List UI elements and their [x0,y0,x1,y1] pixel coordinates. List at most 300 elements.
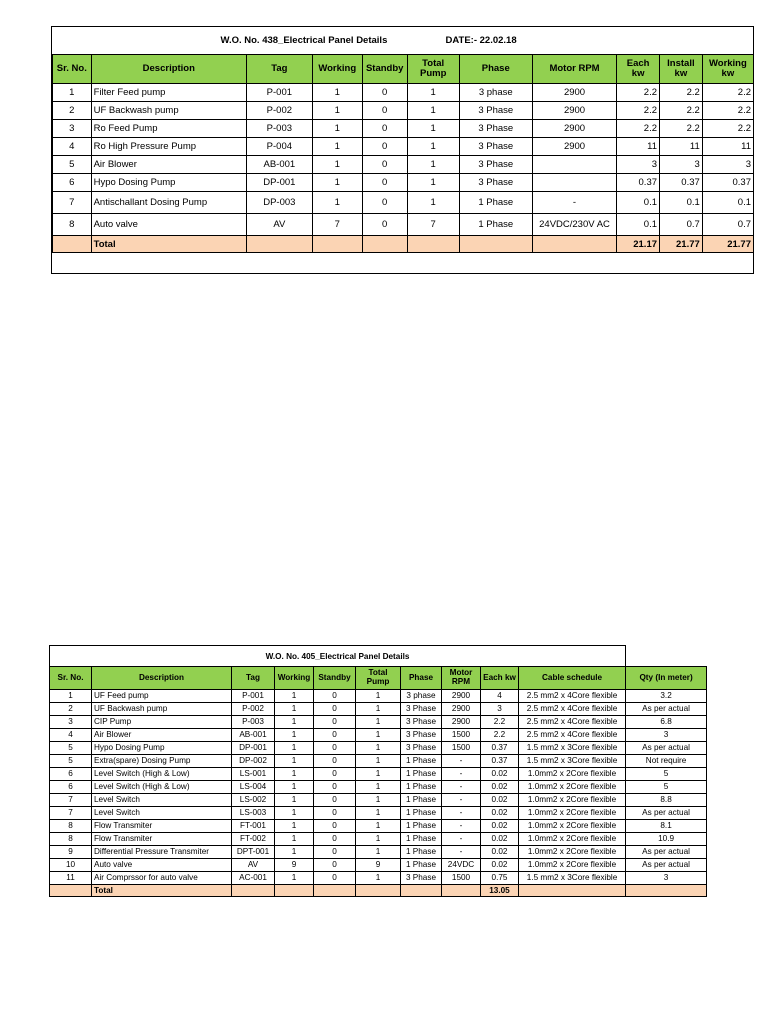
table2-cell: UF Feed pump [92,690,232,703]
table1-cell: 0 [362,174,407,192]
table1-header-cell: Description [91,55,246,84]
table1-cell: 5 [53,156,92,174]
table2-header-cell: Each kw [481,667,519,690]
table1-cell: 0 [362,214,407,236]
table1-header-row [53,55,754,84]
table2-cell: P-003 [232,716,275,729]
electrical-panel-table-438 [52,27,754,271]
table2-header-cell: Total Pump [356,667,401,690]
table2-cell: As per actual [626,807,707,820]
table-row [53,174,754,192]
table2-cell: 0 [314,755,356,768]
table2-cell: 1 [275,807,314,820]
table2-cell: 10 [50,859,92,872]
table2-cell: 4 [50,729,92,742]
table1-cell: AV [247,214,313,236]
table2-cell: 0.02 [481,807,519,820]
table2-title: W.O. No. 405_Electrical Panel Details [265,651,410,661]
table1-cell: 0 [362,84,407,102]
table1-cell: 7 [407,214,459,236]
table2-cell: FT-002 [232,833,275,846]
table2-cell: 1 [275,820,314,833]
table2-cell: 1.0mm2 x 2Core flexible [519,781,626,794]
table2-header-cell: Working [275,667,314,690]
table1-total-working-kw: 21.77 [702,236,753,253]
table2-cell: Air Comprssor for auto valve [92,872,232,885]
table2-cell: 0.75 [481,872,519,885]
table2-cell: 1 [356,846,401,859]
table2-cell: 0 [314,807,356,820]
table2-cell: 1 Phase [401,833,442,846]
table1-cell: 2.2 [660,120,703,138]
table1-cell: 1 [312,192,362,214]
table2-cell: 1 [275,768,314,781]
table1-cell: DP-003 [247,192,313,214]
table1-cell: 2900 [532,120,616,138]
table1-cell: 2.2 [617,84,660,102]
table1-cell: 2900 [532,138,616,156]
table2-cell: P-001 [232,690,275,703]
table1-title: W.O. No. 438_Electrical Panel Details [220,35,388,46]
table2-cell: 1 [356,794,401,807]
table2-cell: 2900 [442,703,481,716]
table1-cell: 11 [660,138,703,156]
table2-cell: 0 [314,820,356,833]
table2-cell: 3 Phase [401,703,442,716]
table2-cell: As per actual [626,703,707,716]
table1-cell: 2.2 [660,102,703,120]
table-row [53,156,754,174]
table2-cell: 1 [356,703,401,716]
table2-cell: 3 Phase [401,742,442,755]
table2-cell: 1.5 mm2 x 3Core flexible [519,755,626,768]
table1-cell: 3 Phase [459,156,532,174]
table1-cell: 1 [312,138,362,156]
table-row [50,859,707,872]
table1-cell: DP-001 [247,174,313,192]
table1-cell: 4 [53,138,92,156]
table1-cell: P-003 [247,120,313,138]
table2-cell: AB-001 [232,729,275,742]
table1-cell: 24VDC/230V AC [532,214,616,236]
table2-cell: 9 [275,859,314,872]
table2-cell: 1.0mm2 x 2Core flexible [519,846,626,859]
table2-cell: 1.5 mm2 x 3Core flexible [519,742,626,755]
table1-cell: 1 [312,84,362,102]
table2-cell: 0 [314,846,356,859]
table1-header-cell: Total Pump [407,55,459,84]
table2-cell: LS-002 [232,794,275,807]
table-row [53,120,754,138]
table2-cell: 1 [356,690,401,703]
table2-cell: 3 [481,703,519,716]
table2-cell: 3 Phase [401,872,442,885]
table2-cell: 3.2 [626,690,707,703]
table2-cell: 5 [626,781,707,794]
table2-cell: FT-001 [232,820,275,833]
table-row [50,690,707,703]
table2-cell: 0 [314,716,356,729]
table2-cell: 0.37 [481,755,519,768]
table1-cell: 0.1 [617,214,660,236]
table2-cell: 3 [50,716,92,729]
table-row [50,872,707,885]
table2-cell: 1.0mm2 x 2Core flexible [519,794,626,807]
table2-cell: 8 [50,833,92,846]
table2-cell: 1 [356,755,401,768]
table1-cell: AB-001 [247,156,313,174]
table2-cell: Air Blower [92,729,232,742]
table1-cell: 0.37 [702,174,753,192]
table1-cell: 1 [407,84,459,102]
table2-cell: 1 [275,794,314,807]
table2-cell: 3 Phase [401,716,442,729]
table2-cell: 8.1 [626,820,707,833]
table1-cell: 0 [362,138,407,156]
table1-cell: 0.1 [617,192,660,214]
table1-cell: 1 [312,120,362,138]
table1-header-cell: Tag [247,55,313,84]
table2-cell: 9 [356,859,401,872]
table2-cell: As per actual [626,859,707,872]
table2-header-cell: Sr. No. [50,667,92,690]
table-row [50,729,707,742]
table2-cell: DP-002 [232,755,275,768]
table2-cell: 1 [356,716,401,729]
table2-cell: P-002 [232,703,275,716]
table2-header-cell: Tag [232,667,275,690]
table2-cell: - [442,846,481,859]
table2-cell: 1 [275,690,314,703]
table-row [50,716,707,729]
table-row [50,781,707,794]
table-row [50,703,707,716]
table1-cell: 2.2 [702,102,753,120]
table1-cell: 3 Phase [459,120,532,138]
table2-cell: 0.02 [481,781,519,794]
table2-cell: 2.5 mm2 x 4Core flexible [519,703,626,716]
table2-cell: 1 [275,846,314,859]
table2-cell: 1500 [442,742,481,755]
table1-cell: - [532,192,616,214]
table1-cell: 1 [407,120,459,138]
table2-cell: 5 [50,742,92,755]
table2-cell: 1 Phase [401,768,442,781]
table1-cell: 1 Phase [459,214,532,236]
table2-cell: 6 [50,781,92,794]
table2-cell: 0 [314,859,356,872]
table2-cell: AC-001 [232,872,275,885]
table1-header-cell: Phase [459,55,532,84]
table-row [50,807,707,820]
table1-total-each-kw: 21.17 [617,236,660,253]
table2-cell: 0.02 [481,768,519,781]
table2-cell: 3 phase [401,690,442,703]
table1-cell: 1 [407,192,459,214]
table2-cell: 1 [275,742,314,755]
table1-cell: 3 [660,156,703,174]
table-row [53,102,754,120]
table-row [50,833,707,846]
table1-header-cell: Standby [362,55,407,84]
table2-cell: - [442,794,481,807]
table2-cell: 1 [275,755,314,768]
table1-cell: 3 Phase [459,174,532,192]
table2-cell: 2900 [442,716,481,729]
table-row [50,846,707,859]
table1-header-cell: Working kw [702,55,753,84]
table2-cell: 1 [356,833,401,846]
table2-cell: 10.9 [626,833,707,846]
table1-cell: 11 [617,138,660,156]
table2-cell: 3 [626,729,707,742]
table2-cell: 2.2 [481,716,519,729]
table1-cell: 7 [312,214,362,236]
table2-cell: 1 [275,781,314,794]
table2-cell: 1 Phase [401,859,442,872]
table2-header-cell: Standby [314,667,356,690]
table2-cell: 2.5 mm2 x 4Core flexible [519,690,626,703]
table2-cell: 1 [356,742,401,755]
table-row [53,192,754,214]
table2-cell: 2.5 mm2 x 4Core flexible [519,729,626,742]
table1-header-cell: Install kw [660,55,703,84]
table2-cell: Level Switch (High & Low) [92,781,232,794]
table2-cell: 1 Phase [401,820,442,833]
table1-cell: 0 [362,120,407,138]
table2-cell: Extra(spare) Dosing Pump [92,755,232,768]
table1-cell: 2.2 [617,102,660,120]
table2-header-cell: Description [92,667,232,690]
table1-cell: P-004 [247,138,313,156]
table2-cell: - [442,833,481,846]
table1-cell: 0 [362,192,407,214]
table2-cell: 8.8 [626,794,707,807]
table1-cell: 1 [407,138,459,156]
table2-cell: 4 [481,690,519,703]
table2-total-each-kw: 13.05 [481,885,519,897]
table1-cell: 11 [702,138,753,156]
table2-cell: Flow Transmiter [92,833,232,846]
table1-cell: 7 [53,192,92,214]
table1-cell: 3 phase [459,84,532,102]
table2-cell: Level Switch [92,807,232,820]
table1-cell [532,174,616,192]
table2-cell: 0.02 [481,820,519,833]
table2-title-cell [50,646,626,667]
table2-cell: 1 [356,872,401,885]
table2-cell: 1 [356,768,401,781]
table2-cell: 3 Phase [401,729,442,742]
table2-cell: 1 Phase [401,846,442,859]
table1-cell: 1 [53,84,92,102]
table1-cell: Ro Feed Pump [91,120,246,138]
table2-cell: 1.0mm2 x 2Core flexible [519,768,626,781]
table2-cell: Flow Transmiter [92,820,232,833]
table1-cell: Hypo Dosing Pump [91,174,246,192]
table1-cell: 2.2 [617,120,660,138]
table1-cell: 1 [407,174,459,192]
table1-cell: 1 [407,156,459,174]
table2-cell: 0 [314,729,356,742]
table2-header-cell: Motor RPM [442,667,481,690]
table1-cell: P-002 [247,102,313,120]
table2-cell: 24VDC [442,859,481,872]
table-row [50,820,707,833]
table2-cell: Differential Pressure Transmiter [92,846,232,859]
table1-cell: P-001 [247,84,313,102]
table1-cell: 3 [53,120,92,138]
table2-cell: 1 [356,807,401,820]
table2-header-row [50,667,707,690]
table2-cell: 5 [626,768,707,781]
table1-cell: 0.7 [702,214,753,236]
table2-cell: 2900 [442,690,481,703]
table1-cell [532,156,616,174]
table-row [53,84,754,102]
table2-cell: - [442,781,481,794]
table2-cell: 5 [50,755,92,768]
table-row [50,794,707,807]
table1-cell: 0 [362,156,407,174]
table2-cell: LS-004 [232,781,275,794]
table1-total-label: Total [91,236,246,253]
table2-cell: 2.5 mm2 x 4Core flexible [519,716,626,729]
table2-cell: Level Switch [92,794,232,807]
table2-cell: 0 [314,690,356,703]
table1-cell: 2.2 [702,84,753,102]
table2-cell: 0.02 [481,833,519,846]
table1-cell: 3 Phase [459,102,532,120]
table2-cell: LS-001 [232,768,275,781]
table1-cell: 0.1 [702,192,753,214]
table2-cell: 1 [356,820,401,833]
table1-cell: 3 [702,156,753,174]
table2-cell: As per actual [626,846,707,859]
table2-cell: 1.5 mm2 x 3Core flexible [519,872,626,885]
table2-cell: 9 [50,846,92,859]
table1-cell: Antischallant Dosing Pump [91,192,246,214]
table2-cell: 1500 [442,872,481,885]
table1-cell: 2900 [532,102,616,120]
table1-cell: 1 Phase [459,192,532,214]
table2-cell: 1500 [442,729,481,742]
table1-cell: 2.2 [702,120,753,138]
table2-cell: UF Backwash pump [92,703,232,716]
table1-total-row [53,236,754,253]
table2-header-cell: Phase [401,667,442,690]
table1-cell: 0.37 [660,174,703,192]
table2-cell: 0 [314,703,356,716]
table2-cell: 1.0mm2 x 2Core flexible [519,807,626,820]
table2-cell: 0 [314,781,356,794]
table2-cell: 1 [275,833,314,846]
table-row [50,768,707,781]
table1-cell: 2900 [532,84,616,102]
table2-cell: CIP Pump [92,716,232,729]
table1-cell: 3 Phase [459,138,532,156]
table1-cell: 1 [312,102,362,120]
table2-cell: LS-003 [232,807,275,820]
table1-header-cell: Motor RPM [532,55,616,84]
table2-cell: As per actual [626,742,707,755]
table2-cell: 2.2 [481,729,519,742]
table2-cell: 0 [314,833,356,846]
table1-header-cell: Sr. No. [53,55,92,84]
table2-cell: 0 [314,872,356,885]
table2-cell: 1 Phase [401,781,442,794]
table2-cell: Not require [626,755,707,768]
table2-cell: 0.02 [481,846,519,859]
table1-cell: 1 [312,174,362,192]
table2-cell: 0.37 [481,742,519,755]
table1-cell: 0.37 [617,174,660,192]
table2-cell: - [442,807,481,820]
table1-header-cell: Working [312,55,362,84]
table2-cell: 1 [356,729,401,742]
table-row [53,138,754,156]
table2-header-cell: Cable schedule [519,667,626,690]
table2-cell: 0.02 [481,859,519,872]
table-row [50,755,707,768]
table1-cell: 3 [617,156,660,174]
table2-cell: - [442,820,481,833]
table2-cell: 1 [275,716,314,729]
table2-total-row [50,885,707,897]
table2-cell: AV [232,859,275,872]
table2-cell: 6 [50,768,92,781]
table1-cell: 0.7 [660,214,703,236]
table1-cell: Air Blower [91,156,246,174]
table2-cell: 1.0mm2 x 2Core flexible [519,859,626,872]
table2-cell: 1 Phase [401,807,442,820]
table-row [50,742,707,755]
table2-cell: 3 [626,872,707,885]
table2-cell: DP-001 [232,742,275,755]
table2-cell: 1 [275,872,314,885]
table1-cell: 2.2 [660,84,703,102]
table1-header-cell: Each kw [617,55,660,84]
table1-cell: 8 [53,214,92,236]
table2-cell: 8 [50,820,92,833]
table2-header-cell: Qty (In meter) [626,667,707,690]
table2-cell: 1 Phase [401,755,442,768]
table2-cell: 1.0mm2 x 2Core flexible [519,833,626,846]
table1-cell: 0.1 [660,192,703,214]
table-row [53,214,754,236]
electrical-panel-table-405 [49,645,707,897]
table2-cell: 1 [275,703,314,716]
table1-cell: 1 [407,102,459,120]
table2-cell: 1.0mm2 x 2Core flexible [519,820,626,833]
table1-cell: Filter Feed pump [91,84,246,102]
table2-cell: - [442,755,481,768]
table2-cell: 1 [50,690,92,703]
table2-cell: 7 [50,794,92,807]
table1-cell: 6 [53,174,92,192]
table1-total-install-kw: 21.77 [660,236,703,253]
table2-cell: 11 [50,872,92,885]
table2-cell: 6.8 [626,716,707,729]
table1-cell: UF Backwash pump [91,102,246,120]
table1-blank-row [53,253,754,272]
table1-date: DATE:- 22.02.18 [445,35,517,46]
table2-cell: 0 [314,742,356,755]
table1-cell: Auto valve [91,214,246,236]
table2-cell: Level Switch (High & Low) [92,768,232,781]
table2-cell: Hypo Dosing Pump [92,742,232,755]
table2-cell: 2 [50,703,92,716]
